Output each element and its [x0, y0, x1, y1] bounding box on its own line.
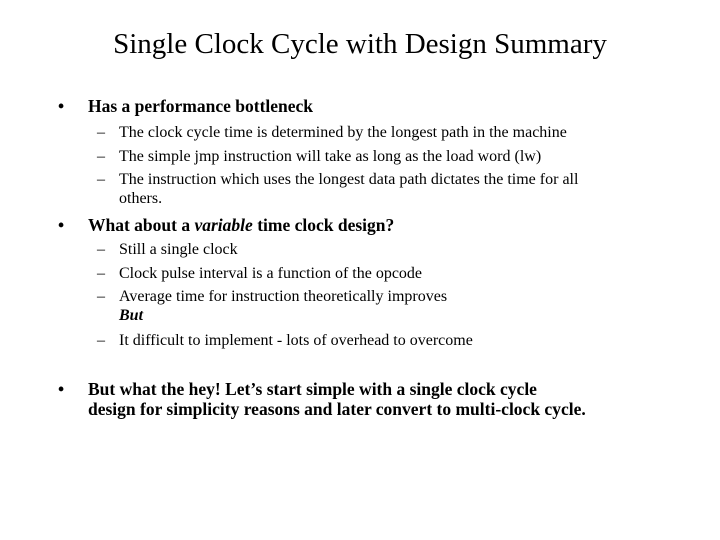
sub-item-line: Average time for instruction theoretically improves	[119, 288, 448, 305]
bullet-text-emphasis: variable	[194, 215, 253, 235]
sub-item-text: It difficult to implement - lots of overhead to overcome	[119, 332, 473, 349]
bullet-text	[88, 379, 688, 419]
dash-marker: –	[97, 171, 105, 188]
bullet-text-line: But what the hey! Let’s start simple with a single clock cycle	[88, 379, 537, 399]
dash-marker: –	[97, 124, 105, 141]
bullet-text-line: design for simplicity reasons and later convert to multi-clock cycle.	[88, 399, 586, 419]
bullet-marker: •	[58, 96, 65, 116]
sub-item-text: Clock pulse interval is a function of the opcode	[119, 265, 423, 282]
sub-item-text	[119, 287, 649, 325]
sub-item-text: The clock cycle time is determined by the longest path in the machine	[119, 124, 567, 141]
sub-item-line: The instruction which uses the longest data path dictates the time for all	[119, 171, 579, 188]
dash-marker: –	[97, 148, 105, 165]
bullet-text-part: time clock design?	[252, 215, 395, 235]
bullet-text-part: What about a	[88, 215, 195, 235]
bullet-text: Has a performance bottleneck	[88, 96, 314, 116]
sub-item-emphasis: But	[119, 307, 144, 324]
sub-item-text: Still a single clock	[119, 241, 238, 258]
slide-title: Single Clock Cycle with Design Summary	[113, 28, 607, 60]
bullet-marker: •	[58, 215, 65, 235]
bullet-text	[88, 215, 688, 235]
dash-marker: –	[97, 288, 105, 305]
dash-marker: –	[97, 241, 105, 258]
sub-item-text	[119, 170, 649, 208]
dash-marker: –	[97, 332, 105, 349]
sub-item-text: The simple jmp instruction will take as long as the load word (lw)	[119, 148, 542, 165]
bullet-marker: •	[58, 379, 65, 399]
dash-marker: –	[97, 265, 105, 282]
sub-item-line: others.	[119, 190, 163, 207]
